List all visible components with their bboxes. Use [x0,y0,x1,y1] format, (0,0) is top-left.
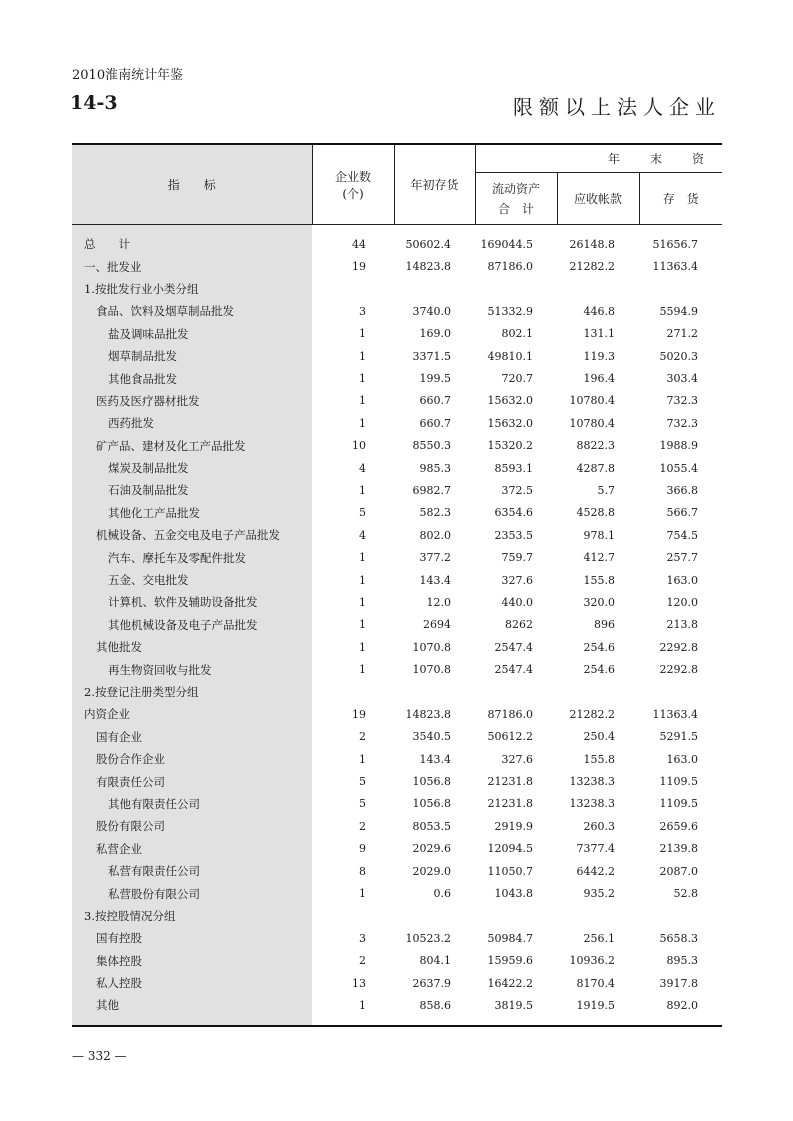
row-inventory: 566.7 [666,506,698,520]
row-receivables: 119.3 [583,349,615,363]
row-enterprise-count: 8 [359,864,366,878]
row-inventory: 257.7 [666,551,698,565]
row-inventory [639,905,722,927]
table-row [72,457,722,479]
row-current-assets: 51332.9 [487,304,533,318]
row-name: 其他化工产品批发 [72,502,312,524]
row-name: 其他 [72,994,312,1016]
row-name: 内资企业 [72,703,312,725]
row-opening-inventory: 169.0 [419,327,451,341]
row-current-assets: 1043.8 [494,887,533,901]
row-inventory: 163.0 [666,573,698,587]
table-row [72,345,722,367]
table-row [72,502,722,524]
row-inventory: 11363.4 [652,707,698,721]
table-body [72,225,722,1026]
row-current-assets: 15320.2 [487,439,533,453]
row-inventory: 120.0 [666,595,698,609]
row-name: 医药及医疗器材批发 [72,390,312,412]
row-inventory: 2087.0 [659,864,698,878]
row-enterprise-count: 1 [359,752,366,766]
table-row [72,726,722,748]
table-row [72,636,722,658]
row-current-assets: 2547.4 [494,640,533,654]
row-receivables: 10936.2 [569,954,615,968]
row-inventory: 2139.8 [659,842,698,856]
row-inventory: 5020.3 [659,349,698,363]
row-name: 盐及调味品批发 [72,323,312,345]
row-receivables: 21282.2 [569,260,615,274]
row-current-assets: 15959.6 [487,954,533,968]
row-inventory: 271.2 [666,327,698,341]
row-inventory: 895.3 [666,954,698,968]
row-enterprise-count: 13 [352,976,366,990]
row-name: 私人控股 [72,972,312,994]
row-enterprise-count: 10 [352,439,366,453]
row-receivables: 8822.3 [576,439,615,453]
row-name: 股份合作企业 [72,748,312,770]
row-enterprise-count: 1 [359,595,366,609]
row-enterprise-count: 4 [359,528,366,542]
row-opening-inventory: 3371.5 [412,349,451,363]
row-receivables: 13238.3 [569,775,615,789]
table-row [72,703,722,725]
row-opening-inventory [394,681,475,703]
row-opening-inventory: 858.6 [419,998,451,1012]
row-name: 国有控股 [72,927,312,949]
col-header-year-end-group: 年 末 资 [475,144,722,173]
row-inventory: 2292.8 [659,640,698,654]
row-inventory: 754.5 [666,528,698,542]
row-opening-inventory: 985.3 [419,461,451,475]
col-header-receivables: 应收帐款 [557,173,639,225]
statistics-table [72,143,722,1027]
table-row [72,770,722,792]
table-row [72,479,722,501]
row-opening-inventory: 3740.0 [412,304,451,318]
row-receivables: 26148.8 [569,237,615,251]
row-name: 2.按登记注册类型分组 [72,681,312,703]
row-current-assets: 6354.6 [494,506,533,520]
table-row [72,367,722,389]
table-row [72,524,722,546]
col-header-indicator: 指 标 [72,144,312,225]
row-current-assets: 440.0 [501,595,533,609]
row-enterprise-count: 1 [359,349,366,363]
row-current-assets: 169044.5 [480,237,533,251]
row-inventory: 52.8 [673,887,698,901]
row-enterprise-count: 3 [359,931,366,945]
table-row [72,860,722,882]
row-inventory: 366.8 [666,483,698,497]
row-inventory: 303.4 [666,372,698,386]
row-inventory: 5291.5 [659,730,698,744]
row-enterprise-count: 5 [359,775,366,789]
row-opening-inventory: 50602.4 [405,237,451,251]
row-current-assets: 327.6 [501,752,533,766]
row-enterprise-count: 1 [359,394,366,408]
row-current-assets: 2547.4 [494,663,533,677]
row-receivables: 935.2 [583,887,615,901]
row-name: 1.按批发行业小类分组 [72,278,312,300]
row-opening-inventory: 8550.3 [412,439,451,453]
row-opening-inventory: 8053.5 [412,819,451,833]
row-current-assets: 2353.5 [494,528,533,542]
row-receivables: 7377.4 [576,842,615,856]
table-row [72,614,722,636]
page-number: — 332 — [72,1049,127,1063]
row-enterprise-count: 1 [359,483,366,497]
row-opening-inventory: 14823.8 [405,260,451,274]
row-name: 西药批发 [72,412,312,434]
table-row [72,838,722,860]
row-inventory [639,278,722,300]
row-enterprise-count: 3 [359,304,366,318]
row-opening-inventory: 143.4 [419,752,451,766]
table-row [72,278,722,300]
row-enterprise-count [312,681,394,703]
row-inventory: 3917.8 [659,976,698,990]
row-current-assets: 15632.0 [487,416,533,430]
row-inventory: 2659.6 [659,819,698,833]
row-inventory: 5594.9 [659,304,698,318]
row-opening-inventory: 660.7 [419,394,451,408]
table-row [72,882,722,904]
row-enterprise-count: 1 [359,618,366,632]
row-current-assets [475,681,557,703]
row-receivables: 978.1 [583,528,615,542]
table-row [72,546,722,568]
row-opening-inventory: 2029.0 [412,864,451,878]
row-name: 有限责任公司 [72,770,312,792]
row-enterprise-count: 1 [359,372,366,386]
row-current-assets: 49810.1 [487,349,533,363]
section-number: 14-3 [70,92,118,114]
row-enterprise-count: 1 [359,327,366,341]
row-receivables: 21282.2 [569,707,615,721]
row-enterprise-count: 1 [359,573,366,587]
row-opening-inventory: 1070.8 [412,640,451,654]
row-current-assets: 21231.8 [487,775,533,789]
table-row [72,748,722,770]
row-enterprise-count: 2 [359,954,366,968]
row-receivables: 412.7 [583,551,615,565]
row-receivables [557,905,639,927]
row-opening-inventory: 12.0 [426,595,451,609]
row-inventory: 732.3 [666,394,698,408]
row-enterprise-count: 4 [359,461,366,475]
row-receivables: 1919.5 [576,998,615,1012]
row-enterprise-count: 1 [359,416,366,430]
yearbook-title: 2010淮南统计年鉴 [72,68,184,83]
table-row [72,994,722,1016]
row-enterprise-count: 5 [359,506,366,520]
row-name: 集体控股 [72,950,312,972]
row-enterprise-count: 19 [352,260,366,274]
row-receivables: 896 [594,618,615,632]
row-inventory: 1988.9 [659,439,698,453]
row-receivables: 254.6 [583,640,615,654]
row-enterprise-count: 1 [359,887,366,901]
row-inventory: 892.0 [666,998,698,1012]
row-current-assets: 50612.2 [487,730,533,744]
col-header-enterprises: 企业数 (个) [312,144,394,225]
row-receivables: 196.4 [583,372,615,386]
table-row [72,323,722,345]
row-opening-inventory [394,905,475,927]
row-inventory: 51656.7 [652,237,698,251]
row-current-assets [475,278,557,300]
row-current-assets: 50984.7 [487,931,533,945]
table-row [72,569,722,591]
row-receivables: 256.1 [583,931,615,945]
table-row [72,233,722,255]
table-row [72,300,722,322]
row-enterprise-count: 2 [359,730,366,744]
row-name: 其他批发 [72,636,312,658]
row-current-assets: 87186.0 [487,707,533,721]
row-receivables: 4287.8 [576,461,615,475]
row-name: 计算机、软件及辅助设备批发 [72,591,312,613]
row-opening-inventory: 14823.8 [405,707,451,721]
row-opening-inventory: 199.5 [419,372,451,386]
row-enterprise-count: 1 [359,640,366,654]
row-current-assets: 8593.1 [494,461,533,475]
table-header [72,144,722,225]
row-opening-inventory: 1070.8 [412,663,451,677]
row-name: 其他有限责任公司 [72,793,312,815]
table-row [72,255,722,277]
row-name: 国有企业 [72,726,312,748]
row-opening-inventory: 3540.5 [412,730,451,744]
row-receivables: 446.8 [583,304,615,318]
row-opening-inventory: 660.7 [419,416,451,430]
row-opening-inventory: 377.2 [419,551,451,565]
row-name: 3.按控股情况分组 [72,905,312,927]
row-current-assets: 3819.5 [494,998,533,1012]
row-current-assets: 372.5 [501,483,533,497]
row-name: 私营有限责任公司 [72,860,312,882]
row-opening-inventory: 2029.6 [412,842,451,856]
table-row [72,658,722,680]
row-name: 总 计 [72,233,312,255]
row-inventory [639,681,722,703]
row-opening-inventory: 804.1 [419,954,451,968]
row-enterprise-count: 5 [359,797,366,811]
row-current-assets: 21231.8 [487,797,533,811]
col-header-opening-inventory: 年初存货 [394,144,475,225]
row-opening-inventory: 2637.9 [412,976,451,990]
row-inventory: 1109.5 [659,775,698,789]
row-name: 一、批发业 [72,255,312,277]
row-name: 煤炭及制品批发 [72,457,312,479]
row-current-assets: 720.7 [501,372,533,386]
row-receivables: 6442.2 [576,864,615,878]
row-current-assets: 16422.2 [487,976,533,990]
row-inventory: 2292.8 [659,663,698,677]
row-receivables: 8170.4 [576,976,615,990]
row-enterprise-count [312,278,394,300]
table-row [72,591,722,613]
row-opening-inventory: 6982.7 [412,483,451,497]
row-current-assets: 12094.5 [487,842,533,856]
row-receivables: 10780.4 [569,394,615,408]
row-receivables: 4528.8 [576,506,615,520]
row-inventory: 5658.3 [659,931,698,945]
row-opening-inventory: 0.6 [433,887,451,901]
row-name: 汽车、摩托车及零配件批发 [72,546,312,568]
row-receivables: 254.6 [583,663,615,677]
row-current-assets [475,905,557,927]
row-current-assets: 11050.7 [487,864,533,878]
row-inventory: 732.3 [666,416,698,430]
row-enterprise-count: 2 [359,819,366,833]
row-opening-inventory: 582.3 [419,506,451,520]
row-name: 机械设备、五金交电及电子产品批发 [72,524,312,546]
row-opening-inventory: 1056.8 [412,797,451,811]
row-receivables: 260.3 [583,819,615,833]
row-enterprise-count [312,905,394,927]
row-enterprise-count: 19 [352,707,366,721]
table-row [72,815,722,837]
row-receivables [557,278,639,300]
row-current-assets: 759.7 [501,551,533,565]
table-row [72,390,722,412]
row-name: 食品、饮料及烟草制品批发 [72,300,312,322]
row-opening-inventory: 1056.8 [412,775,451,789]
row-receivables: 5.7 [597,483,615,497]
row-receivables: 131.1 [583,327,615,341]
col-header-current-assets: 流动资产 合 计 [475,173,557,225]
spacer-row [72,225,722,234]
row-name: 其他食品批发 [72,367,312,389]
row-current-assets: 87186.0 [487,260,533,274]
row-receivables: 13238.3 [569,797,615,811]
statistics-table-container [72,143,722,1027]
row-receivables: 155.8 [583,573,615,587]
row-inventory: 163.0 [666,752,698,766]
row-enterprise-count: 1 [359,551,366,565]
row-enterprise-count: 9 [359,842,366,856]
row-current-assets: 8262 [505,618,533,632]
row-name: 私营股份有限公司 [72,882,312,904]
table-row [72,950,722,972]
row-receivables: 320.0 [583,595,615,609]
row-inventory: 213.8 [666,618,698,632]
row-inventory: 1055.4 [659,461,698,475]
row-opening-inventory: 143.4 [419,573,451,587]
row-enterprise-count: 44 [352,237,366,251]
table-row [72,412,722,434]
row-name: 其他机械设备及电子产品批发 [72,614,312,636]
row-enterprise-count: 1 [359,663,366,677]
row-enterprise-count: 1 [359,998,366,1012]
row-name: 再生物资回收与批发 [72,658,312,680]
row-current-assets: 2919.9 [494,819,533,833]
table-row [72,681,722,703]
row-name: 石油及制品批发 [72,479,312,501]
row-name: 股份有限公司 [72,815,312,837]
row-inventory: 1109.5 [659,797,698,811]
row-opening-inventory: 802.0 [419,528,451,542]
table-row [72,972,722,994]
row-receivables: 250.4 [583,730,615,744]
row-name: 五金、交电批发 [72,569,312,591]
table-row [72,905,722,927]
col-header-inventory: 存 货 [639,173,722,225]
table-row [72,927,722,949]
row-opening-inventory: 10523.2 [405,931,451,945]
row-current-assets: 802.1 [501,327,533,341]
spacer-row [72,1017,722,1026]
row-receivables [557,681,639,703]
row-current-assets: 15632.0 [487,394,533,408]
row-inventory: 11363.4 [652,260,698,274]
row-name: 烟草制品批发 [72,345,312,367]
row-opening-inventory [394,278,475,300]
row-name: 私营企业 [72,838,312,860]
row-current-assets: 327.6 [501,573,533,587]
row-name: 矿产品、建材及化工产品批发 [72,435,312,457]
row-receivables: 10780.4 [569,416,615,430]
row-receivables: 155.8 [583,752,615,766]
section-title: 限额以上法人企业 [513,95,721,119]
row-opening-inventory: 2694 [423,618,451,632]
table-row [72,435,722,457]
table-row [72,793,722,815]
